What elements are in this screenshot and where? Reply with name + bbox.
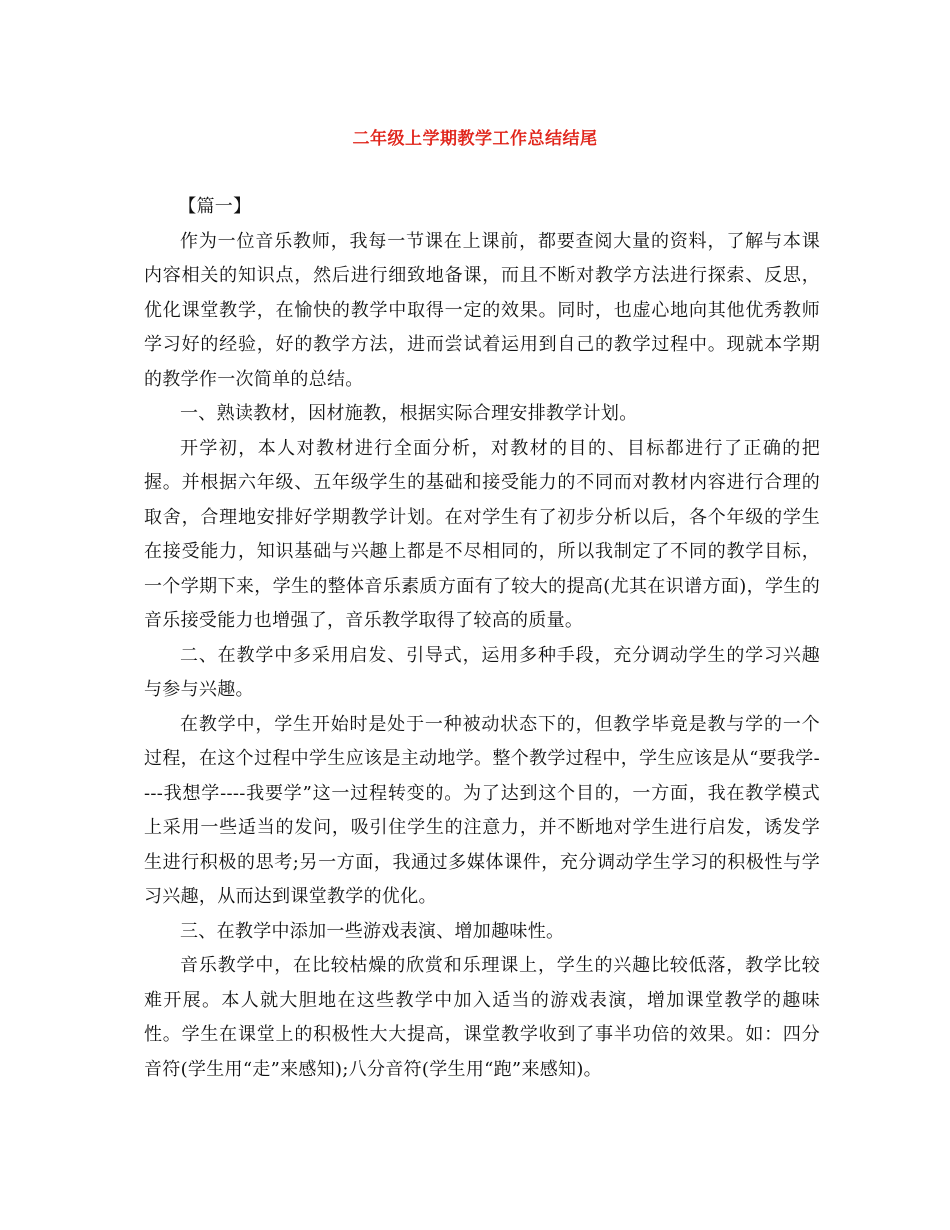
document-body: [144, 190, 820, 1087]
point-two-paragraph: 在教学中，学生开始时是处于一种被动状态下的，但教学毕竟是教与学的一个过程，在这个过程中学生应该是主动地学。整个教学过程中，学生应该是从“要我学----我想学----我要学”这一过程转变的。为了达到这个目的，一方面，我在教学模式上采用一些适当的发问，吸引住学生的注意力，并不断地对学生进行启发，诱发学生进行积极的思考;另一方面，我通过多媒体课件，充分调动学生学习的积极性与学习兴趣，从而达到课堂教学的优化。: [144, 713, 820, 907]
intro-paragraph: 作为一位音乐教师，我每一节课在上课前，都要查阅大量的资料，了解与本课内容相关的知识点，然后进行细致地备课，而且不断对教学方法进行探索、反思，优化课堂教学，在愉快的教学中取得一定的效果。同时，也虚心地向其他优秀教师学习好的经验，好的教学方法，进而尝试着运用到自己的教学过程中。现就本学期的教学作一次简单的总结。: [144, 230, 820, 390]
point-three-heading: 三、在教学中添加一些游戏表演、增加趣味性。: [180, 920, 565, 942]
section-heading: 【篇一】: [178, 196, 252, 217]
document-title: 二年级上学期教学工作总结结尾: [352, 129, 598, 149]
point-two-heading: 二、在教学中多采用启发、引导式，运用多种手段，充分调动学生的学习兴趣与参与兴趣。: [144, 644, 820, 700]
point-one-heading: 一、熟读教材，因材施教，根据实际合理安排教学计划。: [180, 403, 638, 424]
point-one-paragraph: 开学初，本人对教材进行全面分析，对教材的目的、目标都进行了正确的把握。并根据六年级、五年级学生的基础和接受能力的不同而对教材内容进行合理的取舍，合理地安排好学期教学计划。在对学生有了初步分析以后，各个年级的学生在接受能力，知识基础与兴趣上都是不尽相同的，所以我制定了不同的教学目标，一个学期下来，学生的整体音乐素质方面有了较大的提高(尤其在识谱方面)，学生的音乐接受能力也增强了，音乐教学取得了较高的质量。: [144, 437, 820, 631]
point-three-paragraph: 音乐教学中，在比较枯燥的欣赏和乐理课上，学生的兴趣比较低落，教学比较难开展。本人就大胆地在这些教学中加入适当的游戏表演，增加课堂教学的趣味性。学生在课堂上的积极性大大提高，课堂教学收到了事半功倍的效果。如：四分音符(学生用“走”来感知);八分音符(学生用“跑”来感知)。: [144, 955, 820, 1080]
